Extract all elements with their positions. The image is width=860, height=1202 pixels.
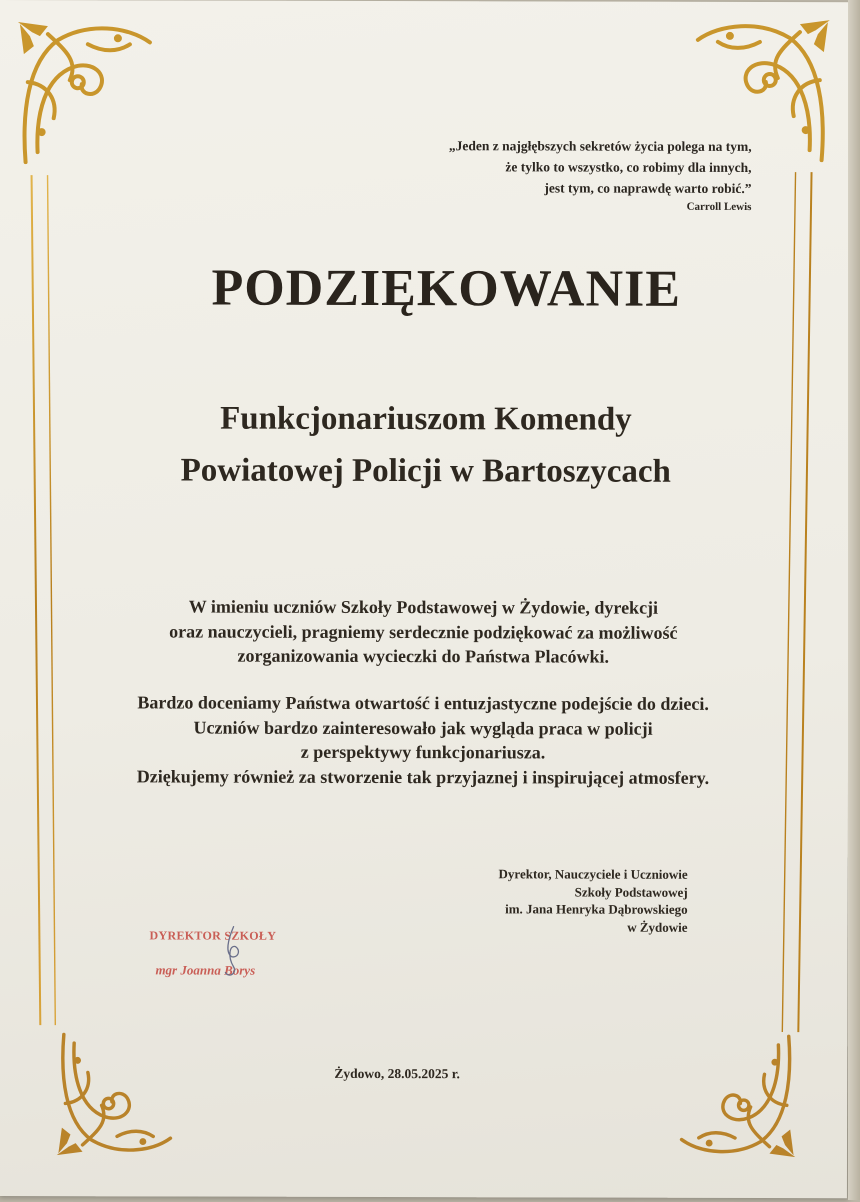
director-stamp: [137, 922, 327, 986]
ornament-bottom-right-icon: [665, 1032, 805, 1157]
ornament-top-left-icon: [18, 22, 158, 167]
background-surface: [848, 0, 860, 1200]
quote-line: jest tym, co naprawdę warto robić.”: [544, 180, 752, 196]
signatory-line: Dyrektor, Nauczyciele i Uczniowie: [498, 866, 688, 882]
signatory-line: w Żydowie: [627, 919, 688, 935]
quote-line: że tylko to wszystko, co robimy dla innych,: [505, 159, 752, 175]
body-line: Dziękujemy również za stworzenie tak przyjaznej i inspirującej atmosfery.: [136, 765, 710, 788]
body-line: Uczniów bardzo zainteresowało jak wygląda praca w policji: [193, 717, 653, 739]
recipient-name: [0, 392, 853, 498]
quote-author: Carroll Lewis: [686, 200, 752, 213]
body-line: z perspektywy funkcjonariusza.: [300, 741, 546, 763]
body-line: Bardzo doceniamy Państwa otwartość i entuzjastyczne podejście do dzieci.: [137, 692, 709, 714]
body-line: oraz nauczycieli, pragniemy serdecznie podziękować za możliwość: [169, 620, 678, 643]
ornament-bottom-left-icon: [47, 1030, 187, 1155]
quote-line: „Jeden z najgłębszych sekretów życia polega na tym,: [448, 138, 752, 154]
motto-quote: [331, 135, 751, 215]
body-line: zorganizowania wycieczki do Państwa Placówki.: [237, 645, 610, 667]
signatory-block: [368, 865, 688, 936]
signatory-line: Szkoły Podstawowej: [574, 884, 688, 900]
handwritten-signature-icon: [137, 922, 327, 986]
recipient-line: Funkcjonariuszom Komendy: [220, 400, 632, 438]
recipient-line: Powiatowej Policji w Bartoszycach: [180, 452, 671, 490]
certificate-title: PODZIĘKOWANIE: [211, 259, 682, 318]
body-paragraph-1: [78, 594, 768, 669]
place-date: Żydowo, 28.05.2025 r.: [334, 1065, 460, 1082]
stamp-title: DYREKTOR SZKOŁY: [149, 928, 277, 943]
stamp-name: mgr Joanna Borys: [155, 962, 256, 978]
body-line: W imieniu uczniów Szkoły Podstawowej w Żydowie, dyrekcji: [188, 596, 659, 618]
body-paragraph-2: [78, 690, 768, 790]
signatory-line: im. Jana Henryka Dąbrowskiego: [505, 901, 688, 917]
